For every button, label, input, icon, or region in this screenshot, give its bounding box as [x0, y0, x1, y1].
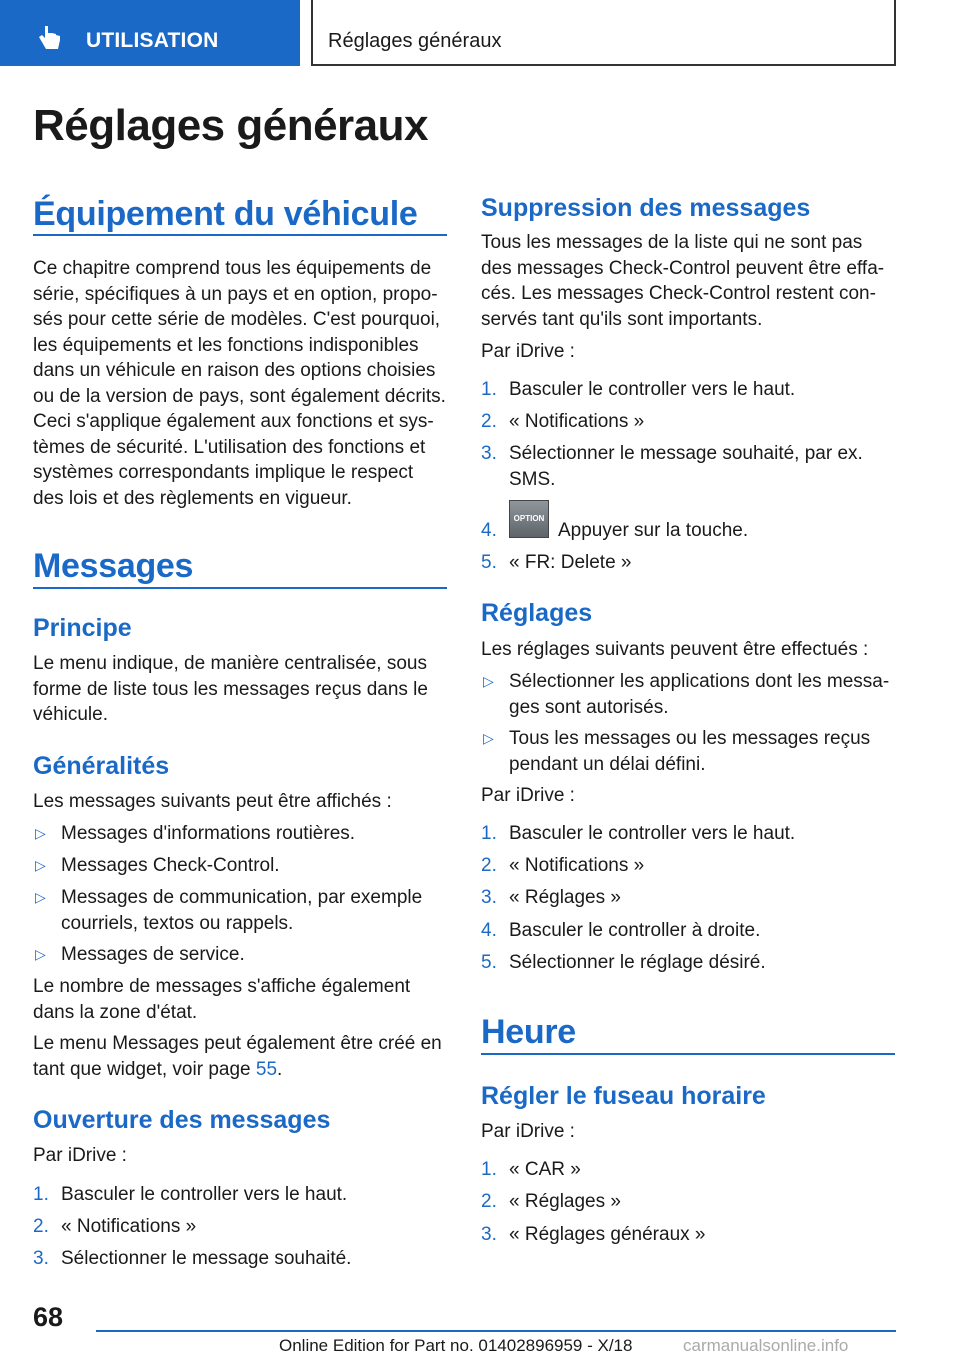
bullet-triangle-icon: ▷ [483, 730, 494, 746]
heading-equipment: Équipement du véhicule [33, 195, 418, 233]
bullet-triangle-icon: ▷ [483, 673, 494, 689]
deletion-intro: Par iDrive : [481, 341, 575, 362]
settings-intro2: Par iDrive : [481, 785, 575, 806]
heading-opening: Ouverture des messages [33, 1106, 331, 1134]
heading-rule [481, 1053, 895, 1055]
bullet-triangle-icon: ▷ [35, 889, 46, 905]
settings-intro: Les réglages suivants peuvent être effectués : [481, 639, 869, 660]
opening-intro: Par iDrive : [33, 1145, 127, 1166]
equipment-text [33, 256, 446, 511]
footer-rule [96, 1330, 896, 1332]
text-line: véhicule. [33, 704, 108, 725]
deletion-text: Tous les messages de la liste qui ne sont pas des messages Check-Control peuvent être effa- cés. Les messages Check-Control restent con- servés tant qu'ils sont importants. [481, 232, 885, 330]
heading-messages: Messages [33, 547, 194, 585]
bullet-triangle-icon: ▷ [35, 857, 46, 873]
general-after: Le nombre de messages s'affiche également dans la zone d'état. [33, 976, 411, 1023]
hand-pointer-icon [34, 23, 64, 53]
option-button-icon: OPTION [509, 500, 549, 538]
text-line: ou de la version de pays, sont également décrits. [33, 385, 446, 407]
text-line: tèmes de sécurité. L'utilisation des fonctions et [33, 436, 426, 458]
text-line: sés pour cette série de modèles. C'est pourquoi, [33, 309, 441, 330]
section-tab[interactable] [0, 0, 300, 66]
text-line: des lois et des règlements en vigueur. [33, 487, 352, 509]
heading-timezone: Régler le fuseau horaire [481, 1082, 766, 1110]
general-widget-note: Le menu Messages peut également être créé en tant que widget, voir page 55. [33, 1033, 442, 1080]
text-line: série, spécifiques à un pays et en option, propo- [33, 283, 438, 305]
heading-principle: Principe [33, 614, 132, 642]
text-line: les équipements et les fonctions indisponibles [33, 334, 419, 356]
page-link[interactable]: 55 [255, 1058, 278, 1080]
heading-rule [33, 234, 447, 236]
section-label: UTILISATION [86, 29, 219, 52]
heading-deletion: Suppression des messages [481, 194, 811, 222]
principle-text [33, 651, 428, 728]
text-line: forme de liste tous les messages reçus dans le [33, 678, 428, 700]
text-line: Ceci s'applique également aux fonctions et sys- [33, 411, 434, 432]
bullet-triangle-icon: ▷ [35, 825, 46, 841]
breadcrumb [311, 0, 896, 66]
footer-edition: Online Edition for Part no. 01402896959 - X/18 [279, 1336, 633, 1355]
text-line: systèmes correspondants implique le respect [33, 462, 414, 483]
general-intro: Les messages suivants peut être affichés : [33, 791, 392, 812]
page-number: 68 [33, 1302, 64, 1332]
heading-rule [33, 587, 447, 589]
timezone-intro: Par iDrive : [481, 1121, 575, 1142]
text-line: Le menu indique, de manière centralisée, sous [33, 653, 427, 674]
text-line: Ce chapitre comprend tous les équipements de [33, 258, 432, 279]
heading-time: Heure [481, 1013, 576, 1051]
heading-settings: Réglages [481, 599, 593, 627]
heading-general: Généralités [33, 752, 170, 780]
page-title: Réglages généraux [33, 101, 428, 150]
bullet-triangle-icon: ▷ [35, 946, 46, 962]
text-line: dans un véhicule en raison des options choisies [33, 360, 436, 381]
watermark: carmanualsonline.info [683, 1336, 849, 1355]
breadcrumb-title: Réglages généraux [328, 30, 502, 52]
